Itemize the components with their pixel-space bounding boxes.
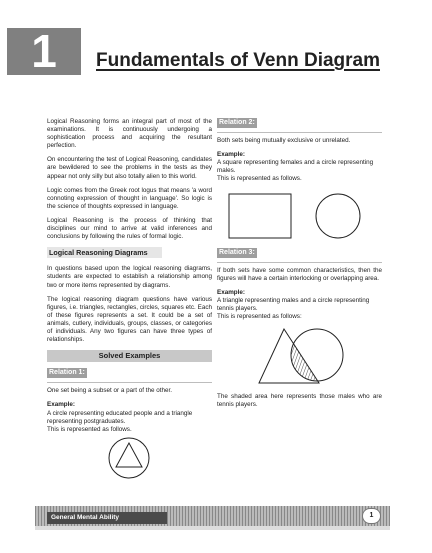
triangle-shape <box>116 443 142 467</box>
chapter-title: Fundamentals of Venn Diagram <box>96 50 380 71</box>
relation-2-header <box>217 118 382 133</box>
caption: The shaded area here represents those males who are tennis players. <box>217 393 382 409</box>
relation-tag: Relation 2: <box>217 118 257 128</box>
section-heading: Logical Reasoning Diagrams <box>47 249 212 257</box>
example-label: Example: <box>217 151 245 159</box>
example-text: A square representing females and a circle representing males. <box>217 159 374 175</box>
relation-tag: Relation 1: <box>47 368 87 378</box>
right-column <box>217 118 382 415</box>
paragraph: Logic comes from the Greek root logus that means 'a word connoting expression of thought in language'. So logic is the science of thoughts expressed in language. <box>47 186 212 210</box>
relation-1-header <box>47 368 212 383</box>
left-column <box>47 118 212 480</box>
example-text: A triangle representing males and a circle representing tennis players. <box>217 296 370 313</box>
page-number: 1 <box>362 508 381 524</box>
example-label: Example: <box>217 288 245 296</box>
circle-shape <box>316 194 360 238</box>
relation-3-header <box>217 248 382 263</box>
paragraph: Logical Reasoning is the process of thinking that disciplines our mind to arrive at valid inferences and conclusions by following the rules of formal logic. <box>47 216 212 241</box>
example-label: Example: <box>47 401 75 409</box>
circle-triangle-diagram <box>47 434 212 480</box>
paragraph: On encountering the test of Logical Reasoning, candidates are bewildered to see the problems in the tests as they appear not only silly but also totally alien to this world. <box>47 156 212 180</box>
footer-bar <box>35 506 390 526</box>
represented-text: This is represented as follows: <box>217 313 302 321</box>
represented-text: This is represented as follows. <box>47 425 132 433</box>
relation-tag: Relation 3: <box>217 248 257 258</box>
footer-shadow <box>35 526 390 530</box>
footer-label: General Mental Ability <box>47 512 167 524</box>
square-shape <box>229 194 291 238</box>
chapter-number: 1 <box>7 28 81 75</box>
square-circle-diagram <box>217 184 382 248</box>
example-text: A circle representing educated people and a triangle representing postgraduates. <box>47 409 193 425</box>
solved-examples-heading: Solved Examples <box>47 350 212 362</box>
paragraph: One set being a subset or a part of the other. <box>47 387 172 395</box>
represented-text: This is represented as follows. <box>217 175 302 183</box>
overlap-diagram <box>217 321 382 393</box>
paragraph: If both sets have some common characteristics, then the figures will have a certain interlocking or overlapping area. <box>217 266 382 282</box>
paragraph: The logical reasoning diagram questions have various figures, i.e. triangles, rectangles, circles, squares etc. Each of these figures represents a set. It could be a set of animals, cutlery, individuals, groups, classes, or categories of individuals. Any two figures can have three types of relationships. <box>47 295 212 344</box>
paragraph: Logical Reasoning forms an integral part of most of the examinations. It is continuously undergoing a sophistication process and acquiring the resultant perfection. <box>47 118 212 150</box>
paragraph: In questions based upon the logical reasoning diagrams, students are expected to establish a relationship among two or more items represented by diagrams. <box>47 265 212 289</box>
paragraph: Both sets being mutually exclusive or unrelated. <box>217 137 351 145</box>
